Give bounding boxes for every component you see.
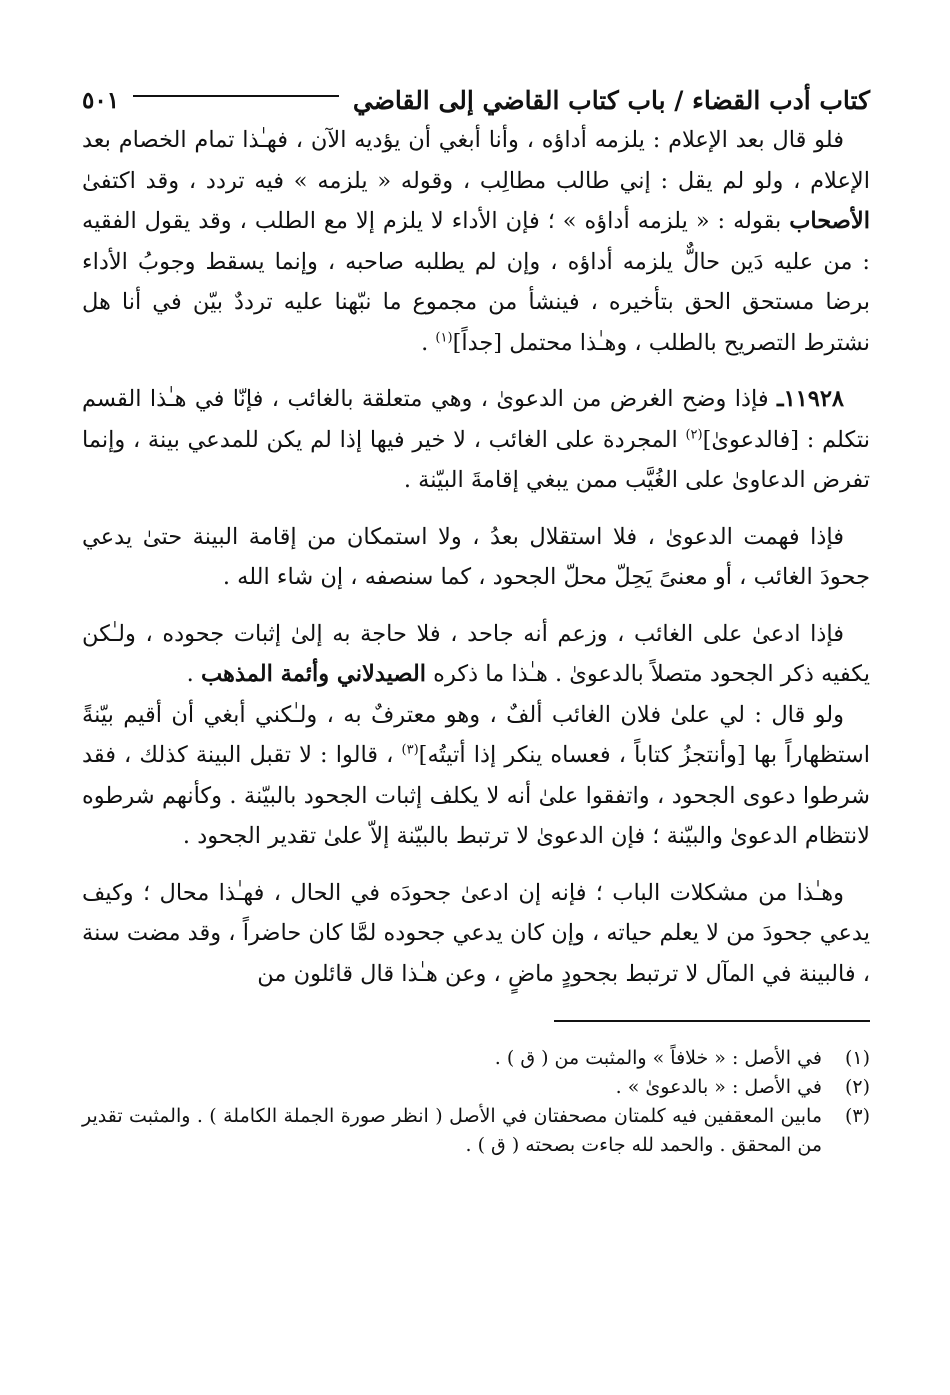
footnote: [82, 1073, 870, 1102]
header-rule: [133, 95, 339, 97]
section-number: ١١٩٢٨ـ: [776, 386, 844, 412]
paragraph-6: وهـٰذا من مشكلات الباب ؛ فإنه إن ادعىٰ جحودَه في الحال ، فهـٰذا محال ؛ وكيف يدعي جحودَ من لا يعلم حياته ، وإن كان يدعي جحوده لمَّا كان حاضراً ، وقد مضت سنة ، فالبينة في المآل لا ترتبط بجحودٍ ماضٍ ، وعن هـٰذا قال قائلون من: [82, 879, 870, 987]
main-text: [82, 120, 870, 994]
footnote-ref-3[interactable]: (٣): [401, 742, 419, 758]
paragraph-2: ١١٩٢٨ـ فإذا وضح الغرض من الدعوىٰ ، وهي متعلقة بالغائب ، فإنّا في هـٰذا القسم نتكلم : [فالدعوىٰ]$^{(٢)}$ المجردة على الغائب ، لا خير فيها إذا لم يكن للمدعي بينة ، وإنما تفرض الدعاوىٰ على الغُيَّب ممن يبغي إقامةَ البيّنة .: [82, 386, 870, 493]
footnote: [82, 1102, 870, 1160]
footnote-text: في الأصل : « بالدعوىٰ » .: [615, 1076, 822, 1098]
paragraph-3: فإذا فهمت الدعوىٰ ، فلا استقلال بعدُ ، ولا استمكان من إقامة البينة حتىٰ يدعي جحودَ الغائب ، أو معنىً يَحِلّ محلّ الجحود ، كما سنصفه ، إن شاء الله .: [82, 523, 870, 590]
bold-term: الصيدلاني وأئمة المذهب: [200, 661, 427, 687]
footnote-number: (١): [844, 1047, 870, 1069]
footnote-ref-1[interactable]: (١): [435, 330, 453, 345]
paragraph-4: فإذا ادعىٰ على الغائب ، وزعم أنه جاحد ، فلا حاجة به إلىٰ إثبات جحوده ، ولـٰكن يكفيه ذكر الجحود متصلاً بالدعوىٰ . هـٰذا ما ذكره الصيدلاني وأئمة المذهب .: [82, 620, 870, 687]
footnote-text: في الأصل : « خلافاً » والمثبت من ( ق ) .: [494, 1047, 822, 1069]
running-header: [82, 80, 870, 120]
page-number: ٥٠١: [82, 86, 120, 114]
footnote-number: (٣): [844, 1105, 870, 1127]
footnote-number: (٢): [844, 1076, 870, 1098]
footnote-text: مابين المعقفين فيه كلمتان مصحفتان في الأصل ( انظر صورة الجملة الكاملة ) . والمثبت تقدير من المحقق . والحمد لله جاءت بصحته ( ق ) .: [82, 1105, 822, 1156]
bold-term: الأصحاب: [789, 208, 870, 234]
footnotes: [82, 1044, 870, 1160]
paragraph-5: ولو قال : لي علىٰ فلان الغائب ألفٌ ، وهو معترفٌ به ، ولـٰكني أبغي أن أقيم بيّنةً استظهاراً بها [وأنتجزُ كتاباً ، فعساه ينكر إذا أتيتُه]$^{(٣)}$ ، قالوا : لا تقبل البينة كذلك ، فقد شرطوا دعوى الجحود ، واتفقوا علىٰ أنه لا يكلف إثبات الجحود بالبيّنة . وكأنهم شرطوه لانتظام الدعوىٰ والبيّنة ؛ فإن الدعوىٰ لا ترتبط بالبيّنة إلاّ علىٰ تقدير الجحود .: [82, 701, 870, 849]
footnote: [82, 1044, 870, 1073]
footnote-ref-2[interactable]: (٢): [685, 427, 703, 442]
paragraph-1: فلو قال بعد الإعلام : يلزمه أداؤه ، وأنا أبغي أن يؤديه الآن ، فهـٰذا تمام الخصام بعد الإعلام ، ولو لم يقل : إني طالب مطالِب ، وقوله « يلزمه » فيه تردد ، وقد اكتفىٰ الأصحاب بقوله : « يلزمه أداؤه » ؛ فإن الأداء لا يلزم إلا مع الطلب ، وقد يقول الفقيه : من عليه دَين حالٌّ يلزمه أداؤه ، وإن لم يطلبه صاحبه ، وإنما يسقط وجوبُ الأداء برضا مستحق الحق بتأخيره ، فينشأ من مجموع ما نبّهنا عليه ترددٌ بيّن في أنا هل نشترط التصريح بالطلب ، وهـٰذا محتمل [جداً]$^{(١)}$ .: [82, 127, 870, 356]
header-title: كتاب أدب القضاء / باب كتاب القاضي إلى القاضي: [352, 85, 870, 115]
page: [82, 80, 870, 1160]
footnote-separator: [554, 1020, 870, 1022]
